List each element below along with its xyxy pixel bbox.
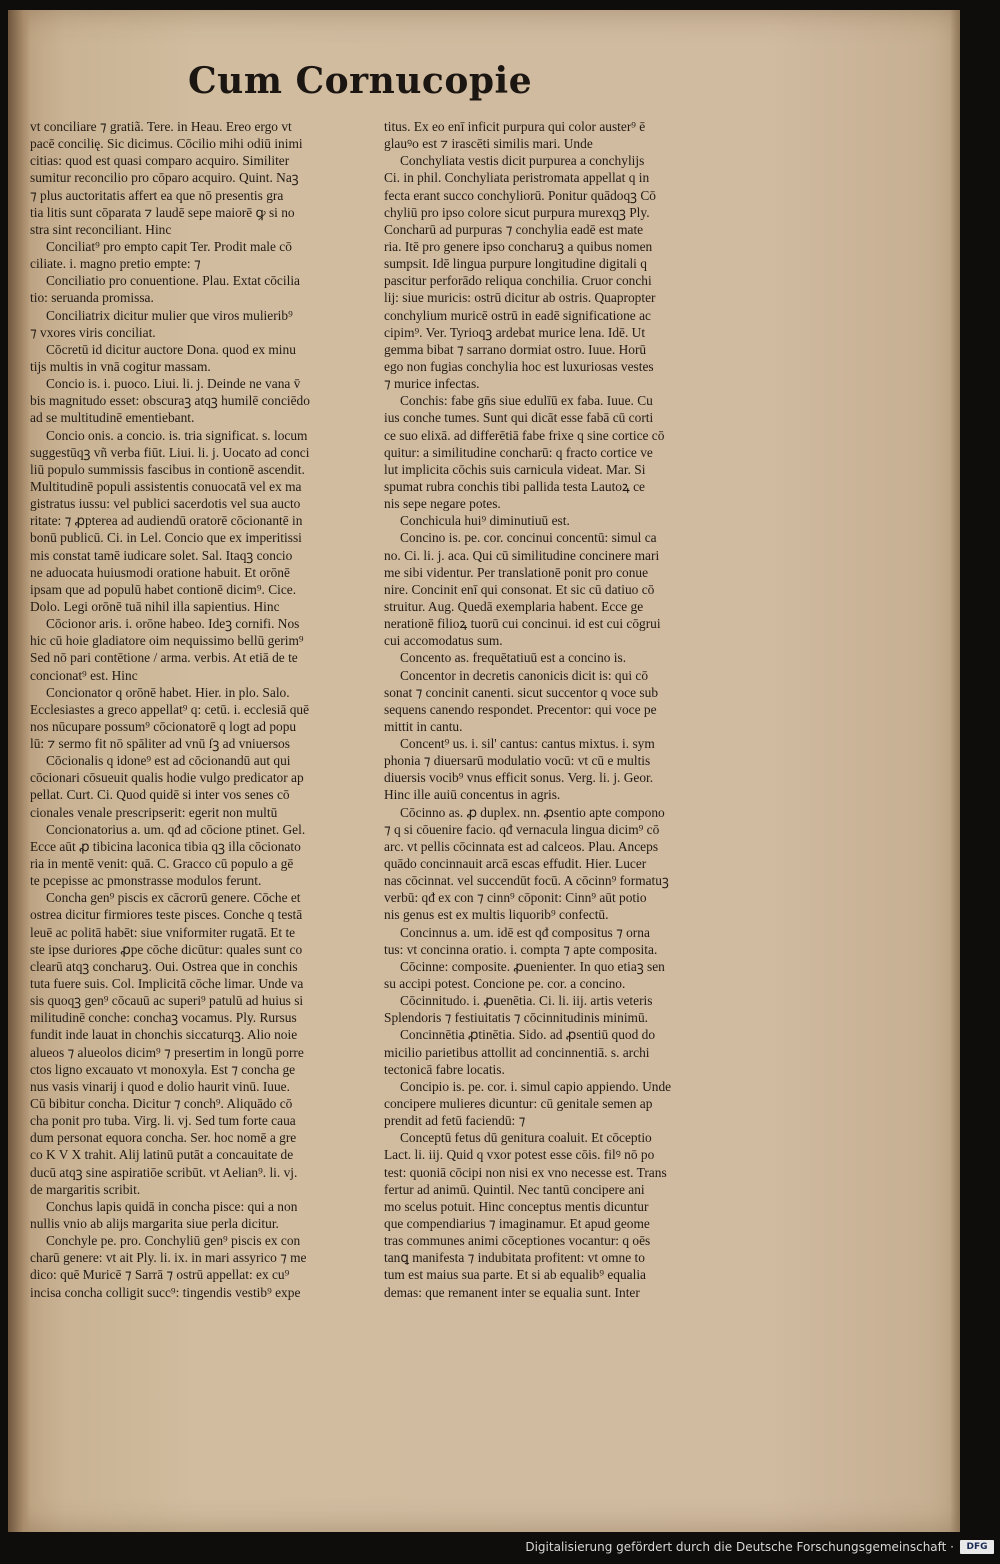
text-line: ⁊ q si cōuenire facio. qđ vernacula lingua dicim⁹ cō	[384, 821, 660, 837]
text-line: test: quoniā cōcipi non nisi ex vno necesse est. Trans	[384, 1164, 667, 1180]
text-line: chyliū pro ipso colore sicut purpura murexqꝫ Ply.	[384, 204, 650, 220]
text-line: mo scelus potuit. Hinc conceptus mentis dicuntur	[384, 1198, 649, 1214]
book-page	[8, 10, 960, 1532]
text-line: titus. Ex eo enī inficit purpura qui color auster⁹ ē	[384, 119, 646, 134]
text-line: verbū: qđ ex con ⁊ cinn⁹ cōponit: Cinn⁹ aūt potio	[384, 890, 647, 906]
text-line: sumpsit. Idē lingua purpure longitudine digitali q	[384, 256, 647, 272]
text-line: ria in mentē venit: quā. C. Gracco cū populo a gē	[30, 856, 294, 872]
text-line: ad se multitudinē ementiebant.	[30, 410, 195, 426]
text-line: Concino is. pe. cor. concinui concentū: simul ca	[400, 530, 657, 546]
text-line: diuersis vocib⁹ vnus efficit sonus. Verg. li. j. Geor.	[384, 770, 654, 786]
text-line: Hinc ille auiū concentus in agris.	[384, 787, 561, 803]
text-line: Multitudinē populi assistentis conuocatā vel ex ma	[30, 478, 302, 494]
text-line: Concionatorius a. um. qđ ad cōcione ptinet. Gel.	[46, 821, 306, 837]
text-line: Concento as. frequētatiuū est a concino is.	[400, 650, 627, 666]
text-line: nas cōcinnat. vel succendūt focū. A cōcinn⁹ formatuꝫ	[384, 873, 669, 889]
text-line: concipere mulieres dicuntur: cū genitale semen ap	[384, 1096, 653, 1112]
text-line: gistratus iussu: vel publici sacerdotis vel sua aucto	[30, 496, 301, 512]
text-line: liū populo summissis fascibus in contionē ascendit.	[30, 461, 305, 477]
text-line: cionales venale prescripserit: egerit non multū	[30, 804, 278, 820]
dfg-logo: DFG	[960, 1540, 994, 1554]
text-line: Ecclesiastes a greco appellat⁹ q: cetū. i. ecclesiā quē	[30, 701, 310, 717]
text-line: Lact. li. iij. Quid q vxor potest esse cōis. filꝰ nō po	[384, 1147, 655, 1163]
text-line: sonat ⁊ concinit canenti. sicut succentor q voce sub	[384, 684, 659, 700]
text-line: nire. Concinit enī qui consonat. Et sic cū datiuo cō	[384, 581, 655, 597]
text-line: cōcionari cōsueuit qualis hodie vulgo predicator ap	[30, 770, 304, 786]
text-line: Cōcinne: composite. ꝓuenienter. In quo etiaꝫ sen	[400, 958, 665, 974]
text-line: cipim⁹. Ver. Tyrioqꝫ ardebat murice lena. Idē. Ut	[384, 324, 646, 340]
text-line: spumat rubra conchis tibi pallida testa Lautoꝝ ce	[384, 478, 645, 494]
text-line: nus vasis vinarij i quod e dolio haurit vinū. Iuue.	[30, 1078, 290, 1094]
text-line: Cōcinnitudo. i. ꝓuenētia. Ci. li. iij. artis veteris	[400, 993, 653, 1009]
text-line: struitur. Aug. Quedā exemplaria habent. Ecce ge	[384, 598, 644, 614]
text-line: ego non fugias conchylia hoc est luxuriosas vestes	[384, 358, 654, 374]
text-line: citias: quod est quasi comparo acquiro. Similiter	[30, 153, 290, 169]
text-line: Cōcionor aris. i. orōne habeo. Ideꝫ cornifi. Nos	[46, 616, 300, 632]
text-line: bis magnitudo esset: obscuraꝫ atqꝫ humilē conciēdo	[30, 393, 310, 409]
text-line: tuta fuere suis. Col. Implicitā cōche limar. Unde va	[30, 976, 304, 992]
text-line: nerationē filioꝝ tuorū cui concinui. id est cui cōgrui	[384, 616, 661, 632]
text-line: Concipio is. pe. cor. i. simul capio appiendo. Unde	[400, 1078, 672, 1094]
text-line: tanꝗ manifesta ⁊ indubitata profitent: vt omne to	[384, 1250, 645, 1266]
text-line: ria. Itē pro genere ipso concharuꝫ a quibus nomen	[384, 238, 653, 254]
text-line: Sed nō pari contētione / arma. verbis. At etiā de te	[30, 650, 298, 666]
text-line: pellat. Curt. Ci. Quod quidē si inter vos senes cō	[30, 787, 290, 803]
text-line: Splendoris ⁊ festiuitatis ⁊ cōcinnitudinis minimū.	[384, 1010, 649, 1026]
text-line: mittit in cantu.	[384, 718, 463, 734]
text-line: ritate: ⁊ ꝓpterea ad audiendū oratorē cōcionantē in	[30, 513, 303, 529]
text-line: charū genere: vt ait Ply. li. ix. in mari assyrico ⁊ me	[30, 1250, 307, 1266]
text-line: Conchis: fabe gn̄s siue edulīū ex faba. Iuue. Cu	[400, 393, 653, 409]
text-line: fertur ad animū. Quintil. Nec tantū concipere ani	[384, 1181, 645, 1197]
text-line: ⁊ plus auctoritatis affert ea que nō presentis gra	[30, 187, 284, 203]
text-line: ste ipse duriores ꝓpe cōche dicūtur: quales sunt co	[30, 941, 303, 957]
text-line: Cōcretū id dicitur auctore Dona. quod ex minu	[46, 341, 296, 357]
text-line: militudinē conche: conchaꝫ vocamus. Ply. Rursus	[30, 1010, 297, 1026]
text-line: ostrea dicitur firmiores teste pisces. Conche q testā	[30, 907, 303, 923]
text-line: gemma bibat ⁊ sarrano dormiat ostro. Iuue. Horū	[384, 341, 647, 357]
text-line: ciliate. i. magno pretio empte: ⁊	[30, 256, 201, 272]
text-line: glauꝰo est ⁊ irascēti similis mari. Unde	[384, 136, 593, 152]
text-line: dum personat equora concha. Ser. hoc nomē a gre	[30, 1130, 297, 1146]
text-line: Conchyliata vestis dicit purpurea a conchylijs	[400, 153, 645, 169]
text-line: fecta erant succo conchyliorū. Ponitur quādoqꝫ Cō	[384, 187, 656, 203]
text-line: lut implicita cōchis suis carnicula videat. Mar. Si	[384, 461, 646, 477]
text-line: Conciliat⁹ pro empto capit Ter. Prodit male cō	[46, 238, 292, 254]
text-line: suggestūqꝫ vñ verba fiūt. Liui. li. j. Uocato ad conci	[30, 444, 310, 460]
text-line: Conchicula hui⁹ diminutiuū est.	[400, 513, 570, 529]
text-column-right	[384, 118, 739, 1301]
text-line: Concionator q orōnē habet. Hier. in plo. Salo.	[46, 684, 290, 700]
text-line: tras communes animi cōceptiones vocantur: q oēs	[384, 1233, 651, 1249]
text-line: prendit ad fetū faciendū: ⁊	[384, 1113, 526, 1129]
text-line: no. Ci. li. j. aca. Qui cū similitudine concinere mari	[384, 547, 660, 563]
text-line: sumitur reconcilio pro cōparo acquiro. Quint. Naꝫ	[30, 170, 299, 186]
text-line: hic cū hoie gladiatore oim nequissimo bellū gerim⁹	[30, 633, 304, 649]
text-line: lij: siue muricis: ostrū dicitur ab ostris. Quapropter	[384, 290, 656, 306]
text-line: me sibi videntur. Per translationē ponit pro conue	[384, 564, 649, 580]
text-line: Cōcinno as. ꝓ duplex. nn. ꝓsentio apte compono	[400, 804, 665, 820]
text-line: arc. vt pellis cōcinnata est ad calceos. Plau. Anceps	[384, 838, 659, 854]
text-line: Conceptū fetus dū genitura coaluit. Et cōceptio	[400, 1130, 652, 1146]
text-line: concionat⁹ est. Hinc	[30, 667, 138, 683]
text-line: ipsam que ad populū habet contionē dicim⁹. Cice.	[30, 581, 297, 597]
text-line: cui accomodatus sum.	[384, 633, 503, 649]
text-line: incisa concha colligit succ⁹: tingendis vestib⁹ expe	[30, 1284, 301, 1300]
text-line: mis constat tamē iudicare solet. Sal. Itaqꝫ concio	[30, 547, 293, 563]
text-line: clearū atqꝫ concharuꝫ. Oui. Ostrea que in conchis	[30, 958, 298, 974]
text-line: co K V X trahit. Alij latinū putāt a concauitate de	[30, 1147, 294, 1163]
text-line: Cū bibitur concha. Dicitur ⁊ conch⁹. Aliquādo cō	[30, 1096, 293, 1112]
text-line: tijs multis in vnā cogitur massam.	[30, 358, 211, 374]
text-line: conchylium muricē ostrū in eadē significatione ac	[384, 307, 651, 323]
text-line: micilio parietibus attollit ad concinnentiā. s. archi	[384, 1044, 650, 1060]
text-line: sequens canendo respondet. Precentor: qui voce pe	[384, 701, 657, 717]
text-line: Cōcionalis q idone⁹ est ad cōcionandū aut qui	[46, 753, 291, 769]
running-head: Cum Cornucopie	[188, 60, 533, 102]
text-line: Dolo. Legi orōnē tuā nihil illa sapientius. Hinc	[30, 598, 280, 614]
page-gutter-shadow	[8, 10, 30, 1532]
text-line: Concent⁹ us. i. sil' cantus: cantus mixtus. i. sym	[400, 736, 655, 752]
text-line: sis quoqꝫ gen⁹ cōcauū ac superi⁹ patulū ad huius si	[30, 993, 304, 1009]
text-line: Ecce aūt ꝓ tibicina laconica tibia qꝫ illa cōcionato	[30, 838, 301, 854]
text-line: quitur: a similitudine concharū: q fracto cortice ve	[384, 444, 653, 460]
text-line: ducū atqꝫ sine aspiratiōe scribūt. vt Aelian⁹. li. vj.	[30, 1164, 298, 1180]
text-line: tio: seruanda promissa.	[30, 290, 154, 306]
text-line: vt conciliare ⁊ gratiã. Tere. in Heau. Ereo ergo vt	[30, 119, 292, 134]
text-line: tia litis sunt cōparata ⁊ laudē sepe maiorē ꝙ si no	[30, 204, 295, 220]
text-line: Concio onis. a concio. is. tria significat. s. locum	[46, 427, 308, 443]
text-line: te pcepisse ac pmonstrasse modulos ferunt.	[30, 873, 262, 889]
text-line: ce suo elixā. ad differētiā fabe frixe q sine cortice cō	[384, 427, 665, 443]
text-line: tum est maius sua parte. Et si ab equalib⁹ equalia	[384, 1267, 646, 1283]
text-line: dico: quē Muricē ⁊ Sarrā ⁊ ostrū appellat: ex cu⁹	[30, 1267, 290, 1283]
text-line: leuē ac politā habēt: siue vniformiter rugatā. Et te	[30, 924, 296, 940]
text-line: bonū publicū. Ci. in Lel. Concio que ex imperitissi	[30, 530, 302, 546]
text-line: phonia ⁊ diuersarū modulatio vocū: vt cū e multis	[384, 753, 651, 769]
text-line: quādo concinnauit arcā escas effudit. Hier. Lucer	[384, 856, 647, 872]
text-line: cha ponit pro tuba. Virg. li. vj. Sed tum forte caua	[30, 1113, 296, 1129]
text-line: pacē concilię. Sic dicimus. Cōcilio mihi odiū inimi	[30, 136, 303, 152]
text-line: Conciliatrix dicitur mulier que viros mulierib⁹	[46, 307, 293, 323]
text-line: pascitur perforādo reliqua conchilia. Cruor conchi	[384, 273, 652, 289]
text-line: Concentor in decretis canonicis dicit is: qui cō	[400, 667, 649, 683]
text-line: ius conche tumes. Sunt qui dicāt esse fabā cū corti	[384, 410, 654, 426]
credit-text: Digitalisierung gefördert durch die Deutsche Forschungsgemeinschaft ·	[525, 1540, 954, 1554]
text-line: nullis vnio ab alijs margarita siue perla dicitur.	[30, 1216, 279, 1231]
text-line: ne aduocata huiusmodi oratione habuit. Et orōnē	[30, 564, 290, 580]
text-column-left	[30, 118, 385, 1301]
text-line: que compendiarius ⁊ imaginamur. Et apud geome	[384, 1216, 650, 1231]
text-line: Ci. in phil. Conchyliata peristromata appellat q in	[384, 170, 650, 186]
text-line: stra sint reconciliant. Hinc	[30, 221, 172, 237]
text-line: nis genus est ex multis liquorib⁹ confectū.	[384, 907, 609, 923]
text-line: nis sepe negare potes.	[384, 496, 501, 512]
text-line: tus: vt concinna oratio. i. compta ⁊ apte composita.	[384, 941, 658, 957]
text-line: nos nūcupare possum⁹ cōcionatorē q logt ad popu	[30, 718, 297, 734]
text-line: ⁊ vxores viris conciliat.	[30, 324, 156, 340]
digitization-credit	[525, 1538, 994, 1556]
text-line: Concha gen⁹ piscis ex cācrorū genere. Cōche et	[46, 890, 301, 906]
text-line: ctos ligno excauato vt monoxyla. Est ⁊ concha ge	[30, 1061, 296, 1077]
text-line: lū: ⁊ sermo fit nō spāliter ad vnū ſꝫ ad vniuersos	[30, 736, 290, 752]
text-line: alueos ⁊ alueolos dicim⁹ ⁊ presertim in longū porre	[30, 1044, 304, 1060]
text-line: Conciliatio pro conuentione. Plau. Extat cōcilia	[46, 273, 300, 289]
text-line: Concinnus a. um. idē est qđ compositus ⁊ orna	[400, 924, 650, 940]
text-line: ⁊ murice infectas.	[384, 376, 480, 392]
text-line: fundit inde lauat in chonchis siccaturqꝫ. Alio noie	[30, 1027, 298, 1043]
text-line: su accipi potest. Concione pe. cor. a concino.	[384, 976, 626, 992]
text-line: demas: que remanent inter se equalia sunt. Inter	[384, 1284, 640, 1300]
text-line: tectonicā fabre locatis.	[384, 1061, 505, 1077]
page-edge-shadow	[950, 10, 960, 1532]
text-line: de margaritis scribit.	[30, 1181, 141, 1197]
text-line: Concio is. i. puoco. Liui. li. j. Deinde ne vana v̄	[46, 376, 301, 392]
text-line: Conchyle pe. pro. Conchyliū gen⁹ piscis ex con	[46, 1233, 301, 1249]
text-line: Conchus lapis quidā in concha pisce: qui a non	[46, 1198, 298, 1214]
text-line: Concinnētia ꝓtinētia. Sido. ad ꝓsentiū quod do	[400, 1027, 656, 1043]
text-line: Concharū ad purpuras ⁊ conchylia eadē est mate	[384, 221, 644, 237]
